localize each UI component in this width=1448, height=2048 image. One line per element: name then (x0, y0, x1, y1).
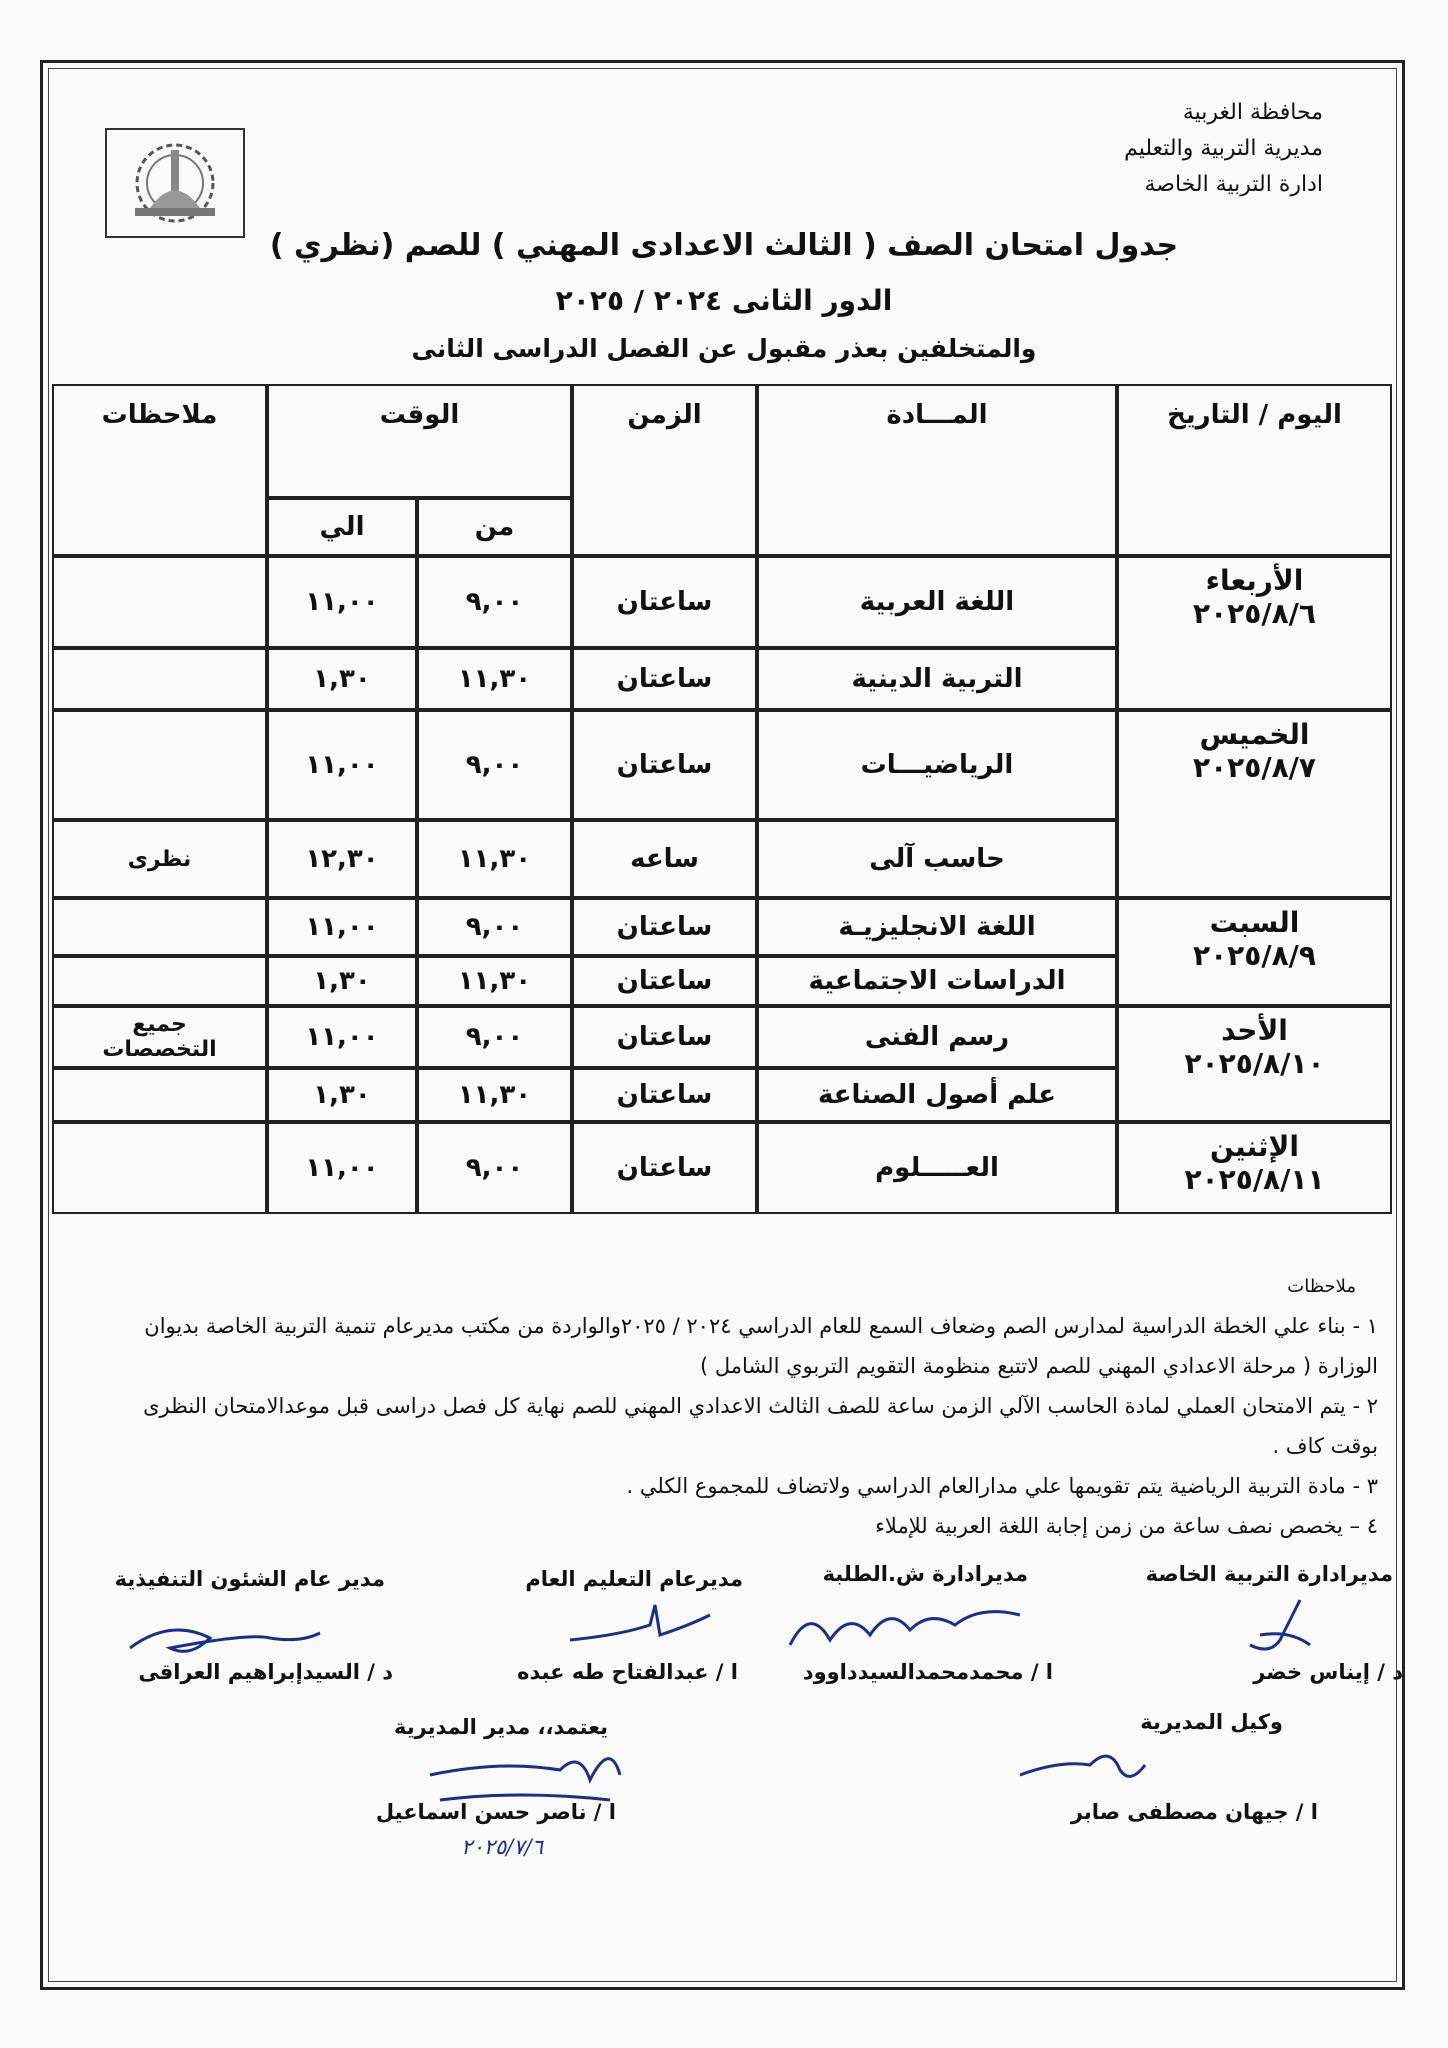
directorate: مديرية التربية والتعليم (1124, 136, 1323, 161)
exam-date: ٢٠٢٥/٨/٩ (1193, 939, 1316, 972)
to-time-cell: ١,٣٠ (267, 1068, 417, 1122)
duration-cell: ساعتان (572, 556, 757, 648)
subject-cell: العـــــلوم (757, 1122, 1117, 1214)
sig-name-director: ا / ناصر حسن اسماعيل (375, 1800, 616, 1824)
day-date-cell (1117, 710, 1392, 898)
header-to: الي (267, 498, 417, 556)
exam-date: ٢٠٢٥/٨/٧ (1193, 751, 1316, 784)
sig-name-general-ed: ا / عبدالفتاح طه عبده (517, 1660, 738, 1684)
exam-date: ٢٠٢٥/٨/٦ (1193, 597, 1316, 630)
exam-round: الدور الثانى ٢٠٢٤ / ٢٠٢٥ (555, 284, 893, 317)
subject-cell: الدراسات الاجتماعية (757, 956, 1117, 1006)
header-from: من (417, 498, 572, 556)
governorate: محافظة الغربية (1182, 100, 1323, 125)
exam-date: ٢٠٢٥/٨/١٠ (1184, 1047, 1325, 1080)
table-row (52, 1122, 1392, 1214)
sig-title-special-ed: مديرادارة التربية الخاصة (1145, 1562, 1393, 1586)
header-day-date: اليوم / التاريخ (1117, 384, 1392, 556)
duration-cell: ساعتان (572, 1068, 757, 1122)
from-time-cell: ٩,٠٠ (417, 556, 572, 648)
table-row (52, 556, 1392, 648)
from-time-cell: ١١,٣٠ (417, 956, 572, 1006)
header-subject: المـــادة (757, 384, 1117, 556)
notes-cell: جميع التخصصات (52, 1006, 267, 1068)
notes-list (100, 1306, 1378, 1546)
sig-title-director: يعتمد،، مدير المديرية (393, 1715, 608, 1739)
sig-name-deputy: ا / جيهان مصطفى صابر (1070, 1800, 1318, 1824)
day-name: الأربعاء (1205, 564, 1304, 597)
note-item: ٢ - يتم الامتحان العملي لمادة الحاسب الآلي الزمن ساعة للصف الثالث الاعدادي المهني للصم نهاية كل فصل دراسى قبل موعدالامتحان النظرى بوقت كاف . (143, 1394, 1378, 1458)
notes-cell (52, 898, 267, 956)
notes-cell (52, 648, 267, 710)
subject-cell: اللغة العربية (757, 556, 1117, 648)
notes-cell: نظرى (52, 820, 267, 898)
notes-cell (52, 710, 267, 820)
subject-cell: علم أصول الصناعة (757, 1068, 1117, 1122)
document-title: جدول امتحان الصف ( الثالث الاعدادى المهني ) للصم (نظري ) (269, 228, 1179, 263)
to-time-cell: ١١,٠٠ (267, 1006, 417, 1068)
from-time-cell: ٩,٠٠ (417, 710, 572, 820)
subject-cell: حاسب آلى (757, 820, 1117, 898)
duration-cell: ساعتان (572, 898, 757, 956)
notes-label: ملاحظات (1287, 1276, 1356, 1297)
duration-cell: ساعتان (572, 1006, 757, 1068)
to-time-cell: ١٢,٣٠ (267, 820, 417, 898)
to-time-cell: ١١,٠٠ (267, 1122, 417, 1214)
to-time-cell: ١,٣٠ (267, 648, 417, 710)
day-date-cell (1117, 898, 1392, 1006)
exam-subtitle: والمتخلفين بعذر مقبول عن الفصل الدراسى الثانى (411, 334, 1037, 363)
issuer-header (1124, 95, 1323, 203)
from-time-cell: ١١,٣٠ (417, 648, 572, 710)
table-row (52, 1006, 1392, 1068)
signature-executive-icon (110, 1608, 340, 1668)
subject-cell: اللغة الانجليزيـة (757, 898, 1117, 956)
to-time-cell: ١١,٠٠ (267, 710, 417, 820)
sig-name-special-ed: د / إيناس خضر (1253, 1660, 1403, 1684)
duration-cell: ساعه (572, 820, 757, 898)
director-sign-date: ٢٠٢٥/٧/٦ (461, 1835, 543, 1859)
signature-deputy-icon (1010, 1735, 1160, 1795)
to-time-cell: ١,٣٠ (267, 956, 417, 1006)
to-time-cell: ١١,٠٠ (267, 898, 417, 956)
table-row (52, 710, 1392, 820)
sig-title-general-ed: مديرعام التعليم العام (525, 1567, 743, 1591)
sig-title-deputy: وكيل المديرية (1140, 1710, 1283, 1734)
from-time-cell: ١١,٣٠ (417, 820, 572, 898)
schedule-body (52, 556, 1392, 1214)
notes-cell (52, 1068, 267, 1122)
note-item: ١ - بناء علي الخطة الدراسية لمدارس الصم وضعاف السمع للعام الدراسي ٢٠٢٤ / ٢٠٢٥والواردة من مكتب مديرعام تنمية التربية الخاصة بديوان الوزارة ( مرحلة الاعدادي المهني للصم لاتتبع منظومة التقويم التربوي الشامل ) (144, 1314, 1378, 1378)
table-row (52, 898, 1392, 956)
exam-schedule-table (52, 384, 1392, 1214)
subject-cell: رسم الفنى (757, 1006, 1117, 1068)
day-name: الأحد (1221, 1014, 1288, 1047)
duration-cell: ساعتان (572, 648, 757, 710)
day-date-cell (1117, 556, 1392, 710)
header-duration: الزمن (572, 384, 757, 556)
day-name: الإثنين (1209, 1130, 1300, 1163)
signature-student-affairs-icon (780, 1595, 1030, 1660)
from-time-cell: ١١,٣٠ (417, 1068, 572, 1122)
signature-director-icon (420, 1730, 640, 1820)
duration-cell: ساعتان (572, 956, 757, 1006)
day-name: الخميس (1199, 718, 1310, 751)
day-date-cell (1117, 1006, 1392, 1122)
note-item: ٣ - مادة التربية الرياضية يتم تقويمها علي مدارالعام الدراسي ولاتضاف للمجموع الكلي . (626, 1474, 1378, 1498)
subject-cell: الرياضيـــات (757, 710, 1117, 820)
subject-cell: التربية الدينية (757, 648, 1117, 710)
sig-name-executive: د / السيدإبراهيم العراقى (138, 1660, 393, 1684)
signature-special-ed-icon (1230, 1595, 1320, 1660)
signature-general-ed-icon (560, 1595, 720, 1655)
duration-cell: ساعتان (572, 1122, 757, 1214)
department: ادارة التربية الخاصة (1144, 172, 1323, 197)
notes-cell (52, 1122, 267, 1214)
duration-cell: ساعتان (572, 710, 757, 820)
notes-cell (52, 556, 267, 648)
sig-title-executive: مدير عام الشئون التنفيذية (114, 1567, 385, 1591)
from-time-cell: ٩,٠٠ (417, 898, 572, 956)
ministry-logo-icon (105, 128, 245, 238)
note-item: ٤ – يخصص نصف ساعة من زمن إجابة اللغة العربية للإملاء (875, 1514, 1378, 1538)
table-header-row (52, 384, 1392, 498)
from-time-cell: ٩,٠٠ (417, 1122, 572, 1214)
from-time-cell: ٩,٠٠ (417, 1006, 572, 1068)
header-notes: ملاحظات (52, 384, 267, 556)
sig-title-student-affairs: مديرادارة ش.الطلبة (822, 1562, 1028, 1586)
to-time-cell: ١١,٠٠ (267, 556, 417, 648)
sig-name-student-affairs: ا / محمدمحمدالسيدداوود (802, 1660, 1053, 1684)
notes-cell (52, 956, 267, 1006)
header-time: الوقت (267, 384, 572, 498)
day-name: السبت (1209, 906, 1300, 939)
exam-date: ٢٠٢٥/٨/١١ (1184, 1163, 1325, 1196)
day-date-cell (1117, 1122, 1392, 1214)
